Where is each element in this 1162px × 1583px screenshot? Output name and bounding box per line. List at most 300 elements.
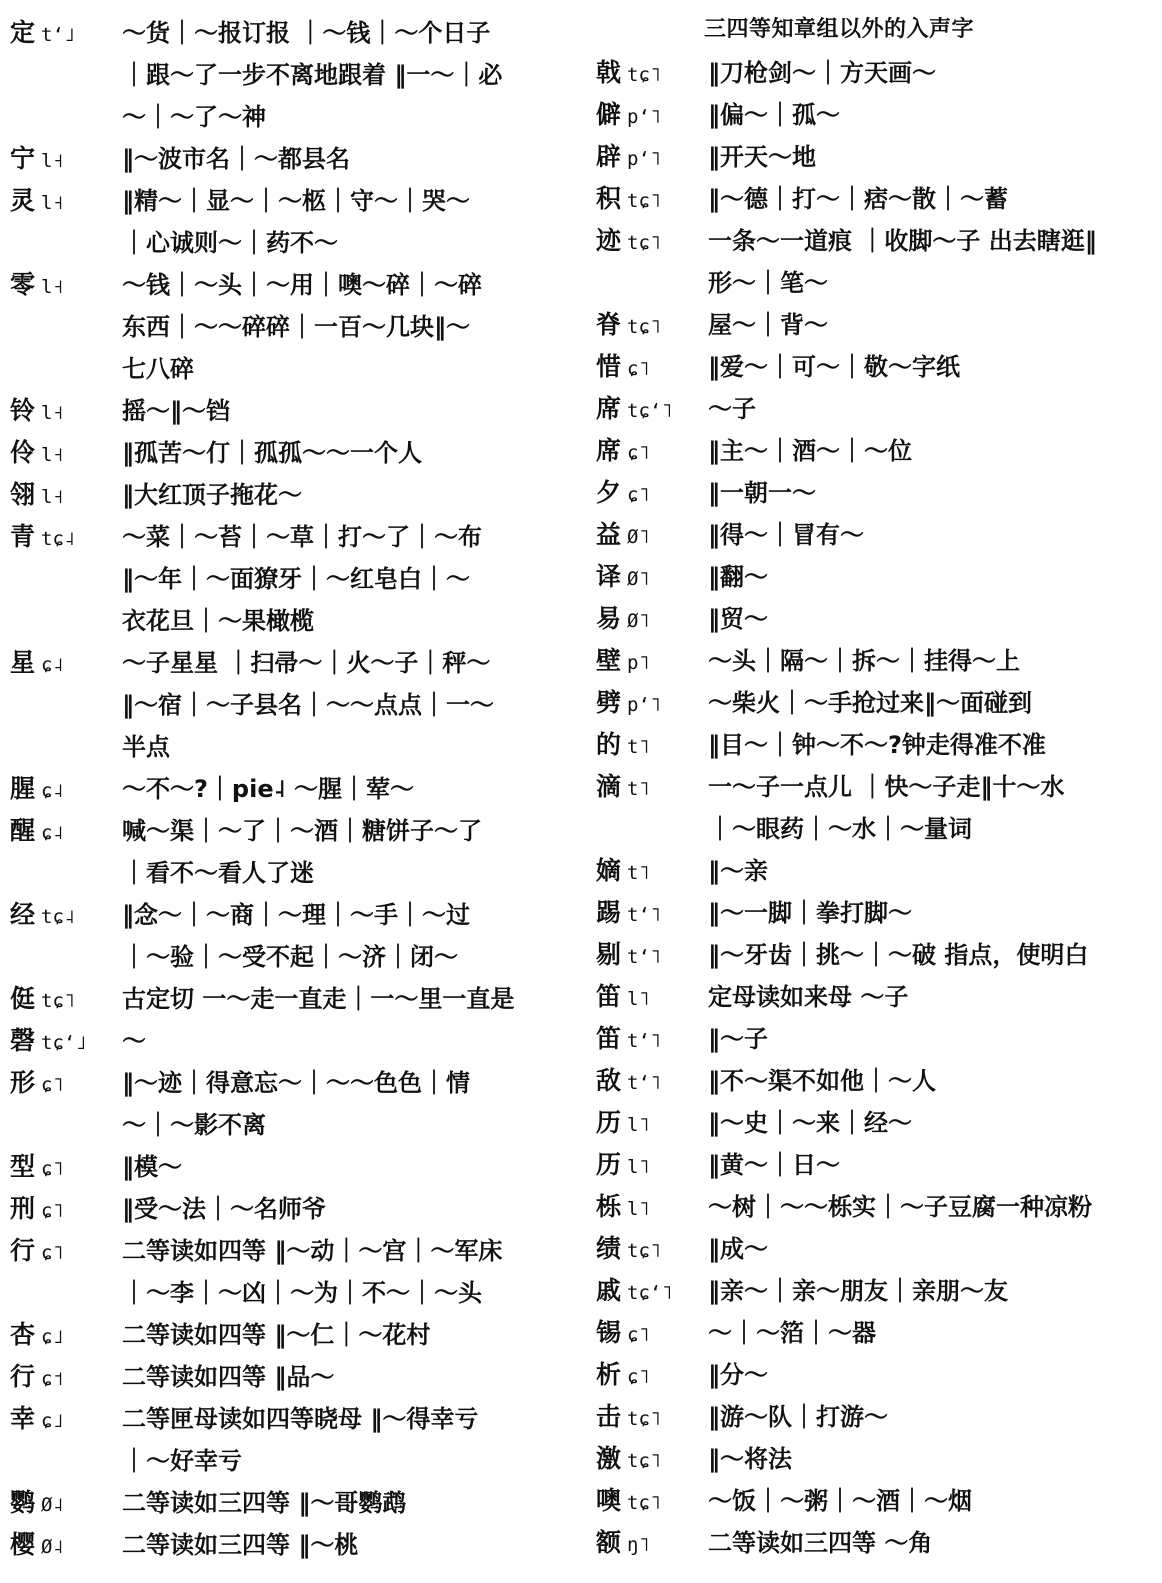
pronunciation: ɕ˩ xyxy=(41,1410,64,1432)
definition-line: ‖一朝一～ xyxy=(708,479,816,507)
definition-line: ‖孤苦～仃｜孤孤～～一个人 xyxy=(122,439,422,467)
head-character: 笛 xyxy=(596,1024,622,1053)
head-character: 绩 xyxy=(596,1234,622,1263)
entry-definitions xyxy=(708,1314,1158,1356)
pronunciation: t‘˥ xyxy=(627,1030,662,1052)
dictionary-entry xyxy=(10,266,570,392)
entry-definitions xyxy=(122,812,570,896)
entry-definitions xyxy=(708,96,1158,138)
entry-definitions xyxy=(708,1356,1158,1398)
entry-head xyxy=(10,896,122,938)
entry-definitions xyxy=(708,432,1158,474)
head-character: 翎 xyxy=(10,480,36,509)
definition-line: ～｜～影不离 xyxy=(122,1111,266,1139)
entry-definitions xyxy=(122,1358,570,1400)
dictionary-entry xyxy=(10,1358,570,1400)
definition-line: ‖得～｜冒有～ xyxy=(708,521,864,549)
entry-head xyxy=(596,1020,708,1062)
head-character: 历 xyxy=(596,1150,622,1179)
head-character: 樱 xyxy=(10,1530,36,1559)
entry-head xyxy=(596,1272,708,1314)
dictionary-entry xyxy=(596,222,1158,306)
entry-head xyxy=(10,182,122,224)
entry-head xyxy=(596,1482,708,1524)
definition-line: 二等读如三四等 ‖～哥鹦鹉 xyxy=(122,1489,407,1517)
entry-head xyxy=(10,1316,122,1358)
head-character: 敌 xyxy=(596,1066,622,1095)
definition-line: ‖不～渠不如他｜～人 xyxy=(708,1067,936,1095)
entry-head xyxy=(10,14,122,56)
pronunciation: tɕ˥ xyxy=(627,64,662,86)
dictionary-entry xyxy=(10,1526,570,1568)
pronunciation: t‘˥ xyxy=(627,904,662,926)
entry-head xyxy=(596,600,708,642)
dictionary-entry xyxy=(10,434,570,476)
head-character: 额 xyxy=(596,1528,622,1557)
dictionary-entry xyxy=(10,518,570,644)
entry-definitions xyxy=(708,390,1158,432)
definition-line: ‖刀枪剑～｜方天画～ xyxy=(708,59,936,87)
entry-definitions xyxy=(708,180,1158,222)
dictionary-entry xyxy=(596,1188,1158,1230)
entry-definitions xyxy=(708,1020,1158,1062)
pronunciation: ɕ˥ xyxy=(41,1074,64,1096)
dictionary-entry xyxy=(596,1524,1158,1566)
definition-line: ‖～亲 xyxy=(708,857,768,885)
entry-head xyxy=(10,812,122,854)
entry-definitions xyxy=(122,980,570,1022)
pronunciation: l˧ xyxy=(41,402,64,424)
head-character: 踢 xyxy=(596,898,622,927)
entry-head xyxy=(10,140,122,182)
dictionary-entry xyxy=(596,978,1158,1020)
dictionary-entry xyxy=(10,476,570,518)
definition-line: ‖爱～｜可～｜敬～字纸 xyxy=(708,353,960,381)
definition-line: ‖分～ xyxy=(708,1361,768,1389)
head-character: 杏 xyxy=(10,1320,36,1349)
definition-line: ‖模～ xyxy=(122,1153,182,1181)
dictionary-entry xyxy=(596,1062,1158,1104)
entry-definitions xyxy=(708,852,1158,894)
pronunciation: ɕ˨ xyxy=(41,822,64,844)
entry-definitions xyxy=(122,434,570,476)
definition-line: ｜看不～看人了迷 xyxy=(122,859,314,887)
head-character: 益 xyxy=(596,520,622,549)
entry-definitions xyxy=(708,558,1158,600)
pronunciation: l˧ xyxy=(41,150,64,172)
definition-line: ～钱｜～头｜～用｜噢～碎｜～碎 xyxy=(122,271,482,299)
definition-line: 古定切 一～走一直走｜一～里一直是 xyxy=(122,985,515,1013)
head-character: 灵 xyxy=(10,186,36,215)
head-character: 宁 xyxy=(10,144,36,173)
entry-head xyxy=(596,642,708,684)
entry-head xyxy=(596,1104,708,1146)
definition-line: ～树｜～～栎实｜～子豆腐一种凉粉 xyxy=(708,1193,1092,1221)
entry-head xyxy=(10,476,122,518)
dictionary-entry xyxy=(596,54,1158,96)
entry-head xyxy=(596,726,708,768)
pronunciation: tɕ˨ xyxy=(41,528,76,550)
pronunciation: ɕ˨ xyxy=(41,654,64,676)
dictionary-entry xyxy=(596,432,1158,474)
dictionary-entry xyxy=(10,14,570,140)
pronunciation: ɕ˥ xyxy=(627,1324,650,1346)
entry-head xyxy=(10,1484,122,1526)
entry-definitions xyxy=(122,896,570,980)
definition-line: 东西｜～～碎碎｜一百～几块‖～ xyxy=(122,313,470,341)
definition-line: ｜～好幸亏 xyxy=(122,1447,242,1475)
dictionary-entry xyxy=(10,1022,570,1064)
dictionary-entry xyxy=(10,1316,570,1358)
entry-definitions xyxy=(708,306,1158,348)
pronunciation: t‘˩ xyxy=(41,24,76,46)
pronunciation: Ø˨ xyxy=(41,1536,64,1558)
pronunciation: tɕ˥ xyxy=(627,1408,662,1430)
pronunciation: tɕ˥ xyxy=(41,990,76,1012)
pronunciation: tɕ˥ xyxy=(627,1450,662,1472)
definition-line: ｜跟～了一步不离地跟着 ‖一～｜必 xyxy=(122,61,503,89)
pronunciation: l˧ xyxy=(41,444,64,466)
pronunciation: tɕ˥ xyxy=(627,1492,662,1514)
head-character: 栎 xyxy=(596,1192,622,1221)
definition-line: 二等匣母读如四等晓母 ‖～得幸亏 xyxy=(122,1405,479,1433)
definition-line: ‖目～｜钟～不～?钟走得准不准 xyxy=(708,731,1046,759)
head-character: 笛 xyxy=(596,982,622,1011)
dictionary-entry xyxy=(596,1272,1158,1314)
head-character: 剔 xyxy=(596,940,622,969)
definition-line: 二等读如四等 ‖品～ xyxy=(122,1363,335,1391)
entry-head xyxy=(596,180,708,222)
entry-definitions xyxy=(708,1272,1158,1314)
dictionary-entry xyxy=(10,392,570,434)
head-character: 席 xyxy=(596,394,622,423)
entry-definitions xyxy=(708,1482,1158,1524)
definition-line: 二等读如三四等 ～角 xyxy=(708,1529,933,1557)
definition-line: ‖～牙齿｜挑～｜～破 指点，使明白 xyxy=(708,941,1089,969)
entry-definitions xyxy=(708,726,1158,768)
head-character: 脊 xyxy=(596,310,622,339)
entry-head xyxy=(596,96,708,138)
dictionary-entry xyxy=(10,644,570,770)
entry-definitions xyxy=(708,54,1158,96)
entry-head xyxy=(10,1358,122,1400)
dictionary-entry xyxy=(10,1190,570,1232)
entry-head xyxy=(596,54,708,96)
pronunciation: p‘˥ xyxy=(627,694,662,716)
entry-definitions xyxy=(122,140,570,182)
definition-line: ‖精～｜显～｜～柩｜守～｜哭～ xyxy=(122,187,470,215)
entry-head xyxy=(596,558,708,600)
entry-head xyxy=(596,1398,708,1440)
dictionary-entry xyxy=(596,894,1158,936)
dictionary-entry xyxy=(10,1484,570,1526)
dictionary-entry xyxy=(10,140,570,182)
head-character: 的 xyxy=(596,730,622,759)
entry-definitions xyxy=(708,516,1158,558)
head-character: 刑 xyxy=(10,1194,36,1223)
entry-definitions xyxy=(708,474,1158,516)
definition-line: 二等读如四等 ‖～仁｜～花村 xyxy=(122,1321,431,1349)
pronunciation: p˥ xyxy=(627,652,650,674)
dictionary-entry xyxy=(596,642,1158,684)
entry-definitions xyxy=(708,348,1158,390)
head-character: 惜 xyxy=(596,352,622,381)
entry-head xyxy=(10,1400,122,1442)
definition-line: 二等读如三四等 ‖～桃 xyxy=(122,1531,359,1559)
entry-definitions xyxy=(708,1524,1158,1566)
dictionary-entry xyxy=(596,138,1158,180)
definition-line: ‖黄～｜日～ xyxy=(708,1151,840,1179)
entry-head xyxy=(596,978,708,1020)
entry-definitions xyxy=(708,684,1158,726)
definition-line: ‖～子 xyxy=(708,1025,768,1053)
pronunciation: Ø˥ xyxy=(627,526,650,548)
dictionary-entry xyxy=(596,390,1158,432)
definition-line: ～｜～了～神 xyxy=(122,103,266,131)
dictionary-entry xyxy=(596,852,1158,894)
entry-head xyxy=(596,1062,708,1104)
entry-definitions xyxy=(122,14,570,140)
pronunciation: p‘˥ xyxy=(627,148,662,170)
head-character: 星 xyxy=(10,648,36,677)
head-character: 席 xyxy=(596,436,622,465)
pronunciation: l˥ xyxy=(627,988,650,1010)
entry-definitions xyxy=(708,1440,1158,1482)
pronunciation: tɕ‘˥ xyxy=(627,1282,673,1304)
pronunciation: ɕ˦ xyxy=(41,1368,64,1390)
dictionary-entry xyxy=(596,1230,1158,1272)
head-character: 积 xyxy=(596,184,622,213)
definition-line: 摇～‖～铛 xyxy=(122,397,230,425)
dictionary-entry xyxy=(596,684,1158,726)
dictionary-entry xyxy=(10,896,570,980)
definition-line: ‖贸～ xyxy=(708,605,768,633)
dictionary-entry xyxy=(10,812,570,896)
pronunciation: ɕ˨ xyxy=(41,780,64,802)
definition-line: 一条～一道痕 ｜收脚～子 出去瞎逛‖ xyxy=(708,227,1097,255)
section-heading: 三四等知章组以外的入声字 xyxy=(704,17,975,42)
head-character: 历 xyxy=(596,1108,622,1137)
definition-line: ‖翻～ xyxy=(708,563,768,591)
dictionary-entry xyxy=(596,1104,1158,1146)
definition-line: ‖～波市名｜～都县名 xyxy=(122,145,350,173)
entry-definitions xyxy=(708,1230,1158,1272)
definition-line: 半点 xyxy=(122,733,170,761)
right-column xyxy=(596,14,1158,1566)
pronunciation: ɕ˥ xyxy=(41,1158,64,1180)
definition-line: ‖～一脚｜拳打脚～ xyxy=(708,899,912,927)
entry-definitions xyxy=(122,182,570,266)
dictionary-entry xyxy=(596,1440,1158,1482)
entry-head xyxy=(596,1524,708,1566)
dictionary-entry xyxy=(10,1400,570,1484)
head-character: 戟 xyxy=(596,58,622,87)
head-character: 噢 xyxy=(596,1486,622,1515)
pronunciation: ɕ˥ xyxy=(627,442,650,464)
definition-line: ～货｜～报订报 ｜～钱｜～个日子 xyxy=(122,19,491,47)
entry-definitions xyxy=(708,894,1158,936)
head-character: 僻 xyxy=(596,100,622,129)
head-character: 锡 xyxy=(596,1318,622,1347)
entry-head xyxy=(596,1188,708,1230)
entry-head xyxy=(10,1064,122,1106)
dictionary-entry xyxy=(596,1314,1158,1356)
definition-line: 定母读如来母 ～子 xyxy=(708,983,909,1011)
dictionary-entry xyxy=(596,726,1158,768)
pronunciation: t˥ xyxy=(627,862,650,884)
entry-definitions xyxy=(708,600,1158,642)
definition-line: ｜～眼药｜～水｜～量词 xyxy=(708,815,972,843)
entry-head xyxy=(596,768,708,810)
head-character: 译 xyxy=(596,562,622,591)
dictionary-entry xyxy=(596,1482,1158,1524)
entry-definitions xyxy=(708,1398,1158,1440)
head-character: 行 xyxy=(10,1362,36,1391)
definition-line: ～柴火｜～手抢过来‖～面碰到 xyxy=(708,689,1032,717)
definition-line: ‖～史｜～来｜经～ xyxy=(708,1109,912,1137)
entry-definitions xyxy=(708,138,1158,180)
pronunciation: t˥ xyxy=(627,778,650,800)
dictionary-entry xyxy=(596,348,1158,390)
pronunciation: ɕ˥ xyxy=(41,1242,64,1264)
dictionary-entry xyxy=(10,1064,570,1148)
definition-line: 形～｜笔～ xyxy=(708,269,828,297)
definition-line: ‖主～｜酒～｜～位 xyxy=(708,437,912,465)
pronunciation: tɕ˥ xyxy=(627,316,662,338)
definition-line: 七八碎 xyxy=(122,355,194,383)
definition-line: ～子星星 ｜扫帚～｜火～子｜秤～ xyxy=(122,649,491,677)
dictionary-entry xyxy=(596,516,1158,558)
entry-head xyxy=(10,1190,122,1232)
definition-line: ‖大红顶子拖花～ xyxy=(122,481,302,509)
definition-line: ‖～年｜～面獠牙｜～红皂白｜～ xyxy=(122,565,470,593)
left-column xyxy=(10,14,570,1568)
head-character: 青 xyxy=(10,522,36,551)
entry-definitions xyxy=(122,1526,570,1568)
entry-head xyxy=(596,1314,708,1356)
head-character: 幸 xyxy=(10,1404,36,1433)
entry-definitions xyxy=(122,1316,570,1358)
definition-line: ‖念～｜～商｜～理｜～手｜～过 xyxy=(122,901,470,929)
dictionary-entry xyxy=(10,770,570,812)
dictionary-entry xyxy=(10,182,570,266)
definition-line: 衣花旦｜～果橄榄 xyxy=(122,607,314,635)
dictionary-entry xyxy=(596,936,1158,978)
head-character: 侹 xyxy=(10,984,36,1013)
entry-head xyxy=(596,1230,708,1272)
entry-definitions xyxy=(708,1062,1158,1104)
head-character: 激 xyxy=(596,1444,622,1473)
definition-line: ‖游～队｜打游～ xyxy=(708,1403,888,1431)
entry-head xyxy=(596,852,708,894)
entry-definitions xyxy=(122,644,570,770)
definition-line: ｜～验｜～受不起｜～济｜闭～ xyxy=(122,943,458,971)
definition-line: ‖偏～｜孤～ xyxy=(708,101,840,129)
dictionary-entry xyxy=(596,600,1158,642)
entry-head xyxy=(10,1526,122,1568)
pronunciation: l˥ xyxy=(627,1114,650,1136)
definition-line: ｜心诚则～｜药不～ xyxy=(122,229,338,257)
entry-head xyxy=(10,770,122,812)
entry-definitions xyxy=(122,476,570,518)
pronunciation: tɕ˥ xyxy=(627,190,662,212)
definition-line: ～子 xyxy=(708,395,756,423)
entry-definitions xyxy=(708,1146,1158,1188)
entry-head xyxy=(10,518,122,560)
entry-head xyxy=(596,138,708,180)
head-character: 行 xyxy=(10,1236,36,1265)
entry-definitions xyxy=(122,1148,570,1190)
definition-line: ～ xyxy=(122,1027,146,1055)
definition-line: ～菜｜～苔｜～草｜打～了｜～布 xyxy=(122,523,482,551)
entry-head xyxy=(596,1146,708,1188)
pronunciation: tɕ‘˩ xyxy=(41,1032,87,1054)
dictionary-entry xyxy=(596,96,1158,138)
entry-head xyxy=(10,980,122,1022)
pronunciation: l˧ xyxy=(41,192,64,214)
dictionary-entry xyxy=(596,1356,1158,1398)
pronunciation: Ø˥ xyxy=(627,610,650,632)
pronunciation: tɕ˥ xyxy=(627,232,662,254)
definition-line: ‖～迹｜得意忘～｜～～色色｜情 xyxy=(122,1069,470,1097)
dictionary-entry xyxy=(596,1398,1158,1440)
head-character: 劈 xyxy=(596,688,622,717)
entry-definitions xyxy=(122,1190,570,1232)
pronunciation: tɕ‘˥ xyxy=(627,400,673,422)
definition-line: 喊～渠｜～了｜～酒｜糖饼子～了 xyxy=(122,817,482,845)
head-character: 磬 xyxy=(10,1026,36,1055)
entry-definitions xyxy=(122,1064,570,1148)
entry-head xyxy=(596,432,708,474)
entry-definitions xyxy=(708,1188,1158,1230)
definition-line: ～不～?｜pie˨ ～腥｜荤～ xyxy=(122,775,414,803)
dictionary-entry xyxy=(596,558,1158,600)
entry-head xyxy=(10,266,122,308)
head-character: 壁 xyxy=(596,646,622,675)
head-character: 形 xyxy=(10,1068,36,1097)
entry-head xyxy=(596,1440,708,1482)
head-character: 经 xyxy=(10,900,36,929)
dictionary-entry xyxy=(596,306,1158,348)
dictionary-entry xyxy=(10,980,570,1022)
entry-head xyxy=(596,222,708,264)
entry-definitions xyxy=(122,1400,570,1484)
pronunciation: l˧ xyxy=(41,276,64,298)
head-character: 伶 xyxy=(10,438,36,467)
head-character: 夕 xyxy=(596,478,622,507)
head-character: 腥 xyxy=(10,774,36,803)
definition-line: 二等读如四等 ‖～动｜～宫｜～军床 xyxy=(122,1237,503,1265)
pronunciation: l˥ xyxy=(627,1156,650,1178)
definition-line: ～｜～箔｜～器 xyxy=(708,1319,876,1347)
entry-head xyxy=(10,392,122,434)
definition-line: 屋～｜背～ xyxy=(708,311,828,339)
head-character: 铃 xyxy=(10,396,36,425)
definition-line: ‖～将法 xyxy=(708,1445,792,1473)
head-character: 迹 xyxy=(596,226,622,255)
entry-definitions xyxy=(122,770,570,812)
entry-definitions xyxy=(122,266,570,392)
entry-head xyxy=(596,1356,708,1398)
entry-head xyxy=(596,348,708,390)
entry-head xyxy=(10,1148,122,1190)
entry-definitions xyxy=(122,1232,570,1316)
entry-head xyxy=(596,936,708,978)
head-character: 型 xyxy=(10,1152,36,1181)
pronunciation: Ø˨ xyxy=(41,1494,64,1516)
head-character: 析 xyxy=(596,1360,622,1389)
definition-line: ‖开天～地 xyxy=(708,143,816,171)
